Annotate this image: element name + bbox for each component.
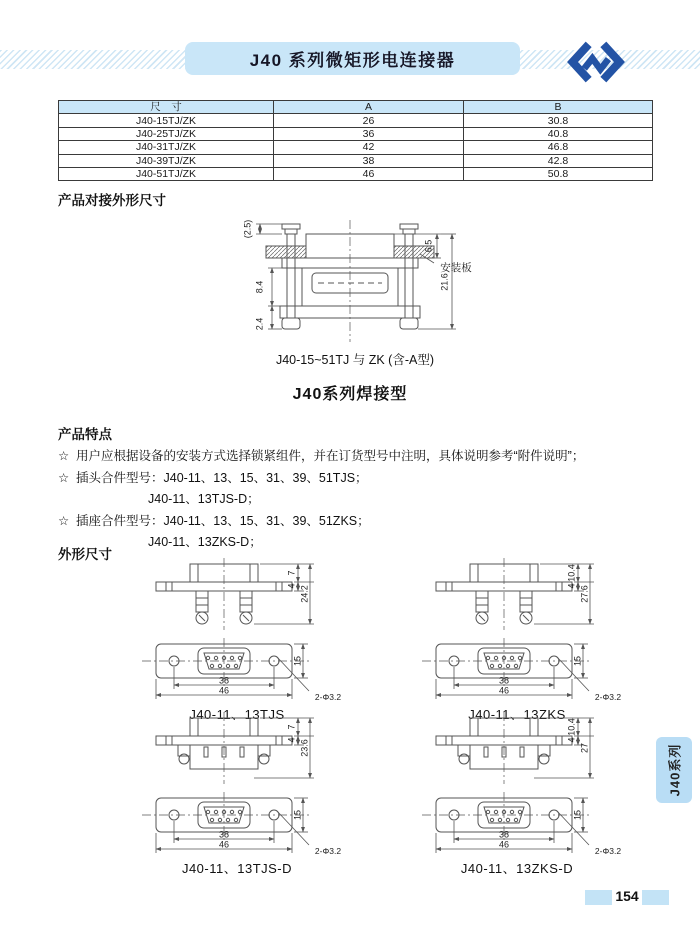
drawing-caption: J40-11、13TJS	[189, 707, 285, 722]
dim-label: 15	[292, 655, 303, 667]
dim-label: 10.4	[566, 564, 577, 582]
dim-label: 46	[498, 685, 510, 696]
drawing-caption: J40-11、13TJS-D	[181, 861, 293, 876]
dim-label: 4	[566, 737, 577, 743]
dim-label: 15	[572, 809, 583, 821]
mating-drawing-caption: J40-15~51TJ 与 ZK (含-A型)	[275, 353, 435, 367]
dim-label: 38	[498, 829, 510, 840]
feature-list	[58, 446, 648, 554]
outline-drawing-zks	[392, 558, 642, 726]
feature-text: 插头合件型号：J40-11、13、15、31、39、51TJS；	[76, 470, 368, 485]
table-row: J40-31TJ/ZK 42 46.8	[59, 141, 653, 154]
dim-label: 24.2	[299, 585, 310, 603]
dim-label: 38	[218, 829, 230, 840]
feature-item	[58, 446, 648, 468]
brand-logo-icon	[558, 40, 634, 84]
dim-label-overall-right: 21.6	[439, 273, 450, 291]
col-header-size: 尺 寸	[59, 101, 274, 114]
dim-label-hole: 2-Φ3.2	[594, 691, 622, 702]
outline-drawing-tjs	[112, 558, 362, 726]
dim-label: 4	[286, 737, 297, 743]
table-row: J40-51TJ/ZK 46 50.8	[59, 167, 653, 180]
dimension-table	[58, 100, 653, 181]
feature-bullet: ☆	[58, 470, 70, 485]
dim-label-body-left: 8.4	[254, 280, 265, 294]
dim-label-hole: 2-Φ3.2	[594, 845, 622, 856]
dim-label: 7	[286, 570, 297, 576]
dim-label: 27.6	[579, 585, 590, 603]
drawing-caption: J40-11、13ZKS-D	[460, 861, 574, 876]
page-title: J40 系列微矩形电连接器	[185, 42, 520, 75]
outline-drawing-tjs-d	[112, 712, 362, 880]
side-tab	[656, 737, 692, 803]
dim-label-bottom-left: 2.4	[254, 317, 265, 331]
table-row: J40-15TJ/ZK 26 30.8	[59, 114, 653, 127]
feature-text: J40-11、13TJS-D；	[148, 492, 260, 506]
dim-label: 23.6	[299, 739, 310, 757]
mounting-plate-label: 安装板	[440, 261, 472, 274]
feature-item	[148, 489, 648, 511]
mating-drawing	[210, 220, 490, 348]
feature-bullet: ☆	[58, 513, 70, 528]
outline-heading: 外形尺寸	[58, 547, 112, 562]
dim-label: 46	[218, 685, 230, 696]
table-row: J40-39TJ/ZK 38 42.8	[59, 154, 653, 167]
dim-label: 38	[498, 675, 510, 686]
dim-label: 10.4	[566, 718, 577, 736]
feature-item	[58, 468, 648, 490]
dim-label-cap-right: 6.5	[423, 239, 434, 253]
feature-bullet: ☆	[58, 449, 70, 463]
outline-drawing-zks-d	[392, 712, 642, 880]
dim-label-hole: 2-Φ3.2	[314, 845, 342, 856]
dim-label-hole: 2-Φ3.2	[314, 691, 342, 702]
dim-label: 46	[218, 839, 230, 850]
dim-label: 4	[286, 583, 297, 589]
dim-label: 27	[579, 742, 590, 754]
page-number: 154	[615, 888, 639, 904]
dim-label: 15	[572, 655, 583, 667]
feature-text: 插座合件型号：J40-11、13、15、31、39、51ZKS；	[76, 513, 370, 528]
feature-text: 用户应根据设备的安装方式选择锁紧组件，并在订货型号中注明，具体说明参考“附件说明”；	[76, 449, 585, 463]
page-number-decor-left	[585, 890, 612, 905]
drawing-caption: J40-11、13ZKS	[468, 707, 566, 722]
solder-type-title: J40系列焊接型	[292, 386, 408, 403]
col-header-a: A	[274, 101, 464, 114]
features-heading: 产品特点	[58, 427, 112, 442]
side-tab-label: J40系列	[667, 743, 683, 797]
table-row: J40-25TJ/ZK 36 40.8	[59, 127, 653, 140]
feature-text: J40-11、13ZKS-D；	[148, 535, 262, 549]
page-number-decor-right	[642, 890, 669, 905]
dim-label-nut-height: (2.5)	[242, 219, 253, 239]
mating-dims-heading: 产品对接外形尺寸	[58, 193, 166, 208]
dim-label: 46	[498, 839, 510, 850]
dim-label: 15	[292, 809, 303, 821]
col-header-b: B	[464, 101, 653, 114]
dim-label: 4	[566, 583, 577, 589]
dim-label: 38	[218, 675, 230, 686]
dim-label: 7	[286, 724, 297, 730]
table-header-row	[59, 101, 653, 114]
feature-item	[148, 532, 648, 554]
feature-item	[58, 511, 648, 533]
